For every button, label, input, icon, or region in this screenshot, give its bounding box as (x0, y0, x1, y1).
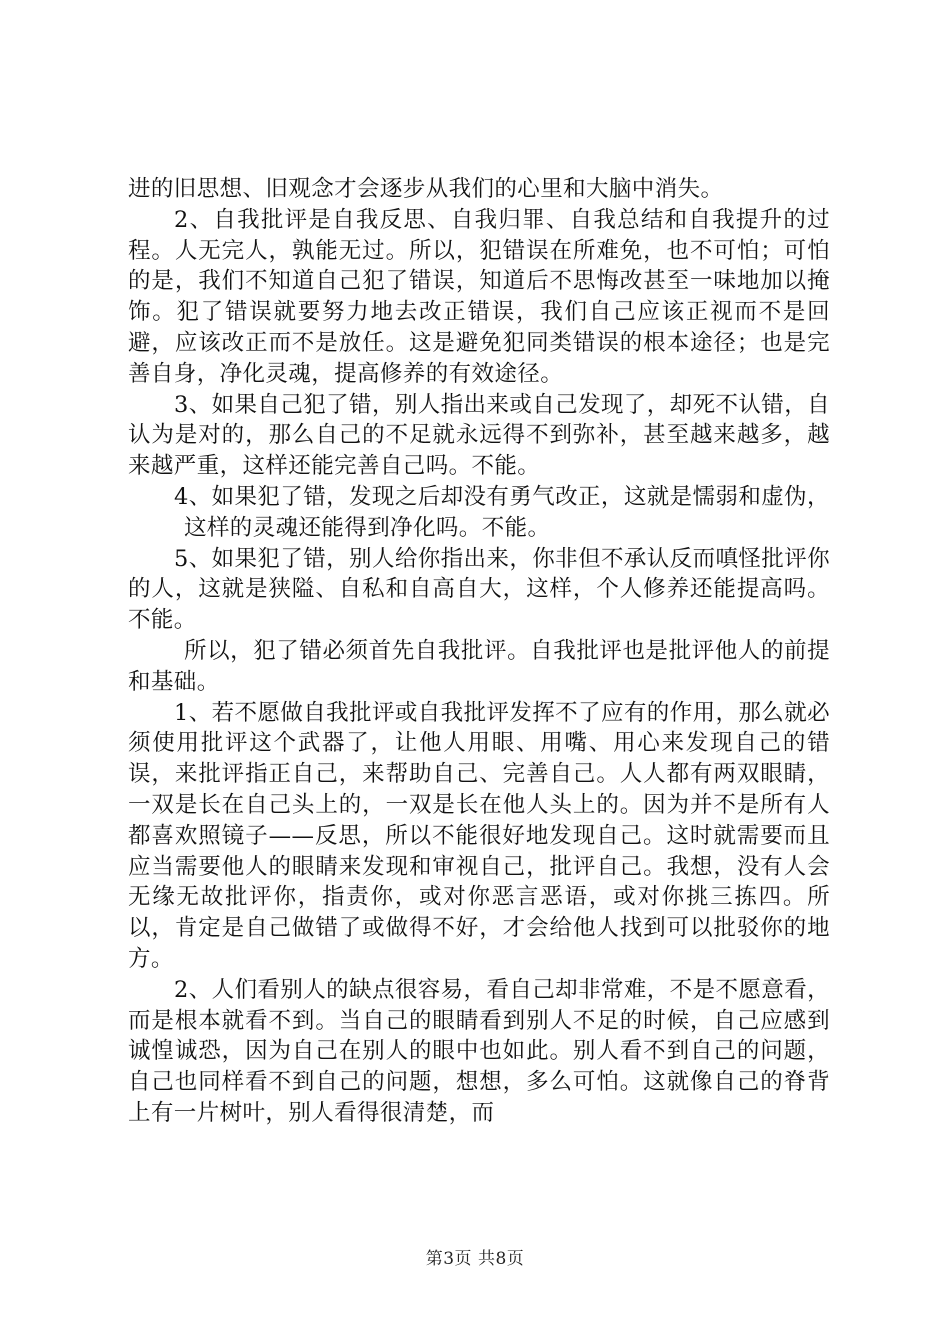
paragraph-criticism-1: 1、若不愿做自我批评或自我批评发挥不了应有的作用，那么就必须使用批评这个武器了，让他人用眼、用嘴、用心来发现自己的错误，来批评指正自己，来帮助自己、完善自己。人人都有两双眼睛，一双是长在自己头上的，一双是长在他人头上的。因为并不是所有人都喜欢照镜子——反思，所以不能很好地发现自己。这时就需要而且应当需要他人的眼睛来发现和审视自己，批评自己。我想，没有人会无缘无故批评你，指责你，或对你恶言恶语，或对你挑三拣四。所以，肯定是自己做错了或做得不好，才会给他人找到可以批驳你的地方。 (128, 699, 830, 972)
paragraph-conclusion: 所以，犯了错必须首先自我批评。自我批评也是批评他人的前提和基础。 (128, 637, 830, 695)
paragraph-point-4: 4、如果犯了错，发现之后却没有勇气改正，这就是懦弱和虚伪， (174, 483, 830, 510)
paragraph-point-4-cont: 这样的灵魂还能得到净化吗。不能。 (184, 514, 551, 541)
paragraph-criticism-2: 2、人们看别人的缺点很容易，看自己却非常难，不是不愿意看，而是根本就看不到。当自己的眼睛看到别人不足的时候，自己应感到诚惶诚恐，因为自己在别人的眼中也如此。别人看不到自己的问题，自己也同样看不到自己的问题，想想，多么可怕。这就像自己的脊背上有一片树叶，别人看得很清楚，而 (128, 976, 830, 1126)
page-number-footer: 第3页 共8页 (425, 1249, 525, 1269)
paragraph-point-3: 3、如果自己犯了错，别人指出来或自己发现了，却死不认错，自认为是对的，那么自己的不足就永远得不到弥补，甚至越来越多，越来越严重，这样还能完善自己吗。不能。 (128, 391, 830, 480)
paragraph-continuation: 进的旧思想、旧观念才会逐步从我们的心里和大脑中消失。 (128, 176, 724, 202)
paragraph-point-2: 2、自我批评是自我反思、自我归罪、自我总结和自我提升的过程。人无完人，孰能无过。所以，犯错误在所难免，也不可怕；可怕的是，我们不知道自己犯了错误，知道后不思悔改甚至一味地加以掩饰。犯了错误就要努力地去改正错误，我们自己应该正视而不是回避，应该改正而不是放任。这是避免犯同类错误的根本途径；也是完善自身，净化灵魂，提高修养的有效途径。 (128, 206, 830, 387)
document-body (128, 174, 830, 1129)
paragraph-point-5: 5、如果犯了错，别人给你指出来，你非但不承认反而嗔怪批评你的人，这就是狭隘、自私和自高自大，这样，个人修养还能提高吗。不能。 (128, 545, 830, 634)
